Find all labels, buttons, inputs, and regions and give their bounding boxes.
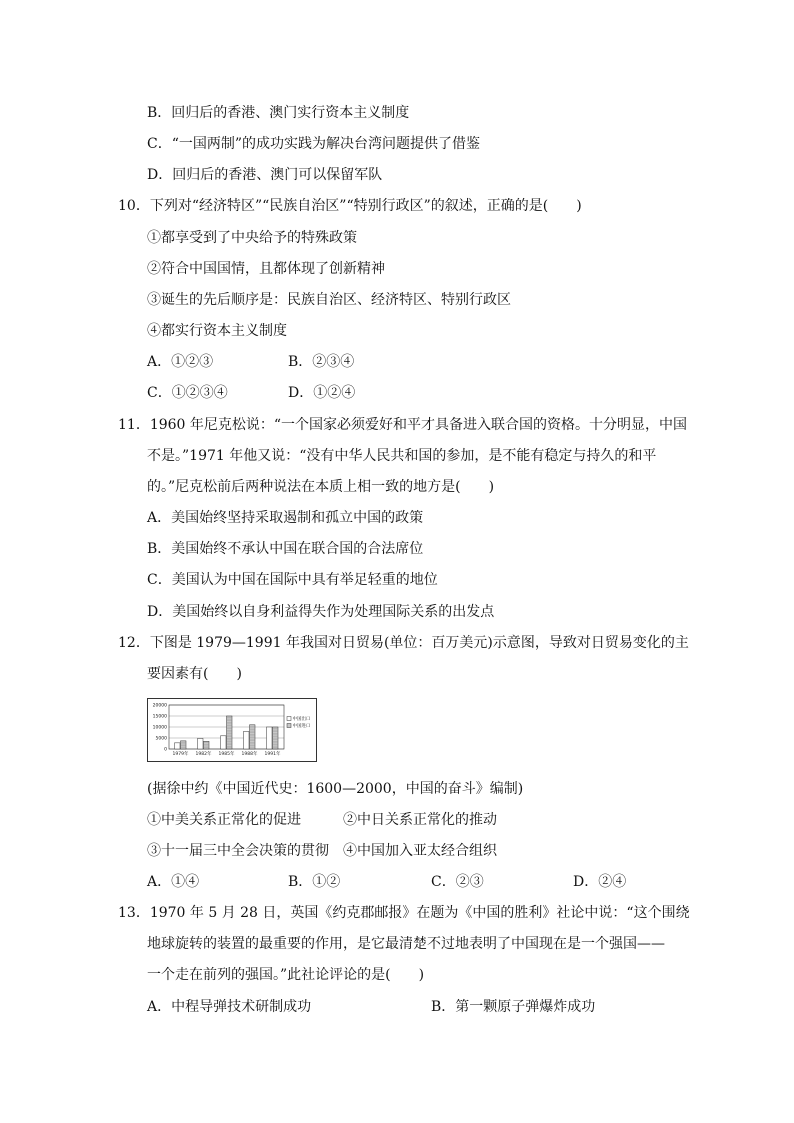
y-tick-label: 0: [164, 747, 167, 753]
bar-export: [175, 743, 181, 749]
legend-label: 中国进口: [292, 724, 311, 729]
trade-bar-chart: [147, 698, 317, 762]
q11-option-a: A．美国始终坚持采取遏制和孤立中国的政策: [147, 510, 424, 526]
y-tick-label: 5000: [155, 736, 167, 742]
bar-import: [227, 716, 233, 749]
bar-export: [198, 738, 204, 749]
y-tick-label: 10000: [152, 725, 167, 731]
q11-stem-line-3: 的。”尼克松前后两种说法在本质上相一致的地方是( ): [147, 479, 495, 495]
q13-option-a: A．中程导弹技术研制成功: [147, 999, 312, 1015]
q13-stem-line-3: 一个走在前列的强国。”此社论评论的是( ): [147, 967, 425, 983]
q12-item-4: ④中国加入亚太经合组织: [343, 843, 497, 859]
x-tick-label: 1982年: [195, 752, 212, 757]
q12-option-b: B．①②: [288, 874, 341, 890]
q10-option-a: A．①②③: [147, 354, 214, 370]
legend-swatch: [287, 717, 291, 721]
q10-option-d: D．①②④: [288, 385, 356, 401]
bar-import: [181, 741, 187, 749]
q12-option-d: D．②④: [573, 874, 627, 890]
legend-label: 中国出口: [292, 717, 311, 722]
bar-export: [244, 731, 250, 749]
q10-item-1: ①都享受到了中央给予的特殊政策: [147, 230, 357, 246]
q13-stem-line-1: 13．1970 年 5 月 28 日，英国《约克郡邮报》在题为《中国的胜利》社论中说：“这个围绕: [118, 905, 690, 921]
q10-item-2: ②符合中国国情，且都体现了创新精神: [147, 261, 385, 277]
q12-stem-line-2: 要因素有( ): [147, 666, 242, 682]
q11-option-d: D．美国始终以自身利益得失作为处理国际关系的出发点: [147, 604, 495, 620]
q12-item-1: ①中美关系正常化的促进: [147, 812, 301, 828]
bar-export: [267, 727, 273, 749]
q12-item-3: ③十一届三中全会决策的贯彻: [147, 843, 329, 859]
x-tick-label: 1985年: [218, 752, 235, 757]
q10-item-3: ③诞生的先后顺序是：民族自治区、经济特区、特别行政区: [147, 292, 511, 308]
y-tick-label: 15000: [152, 714, 167, 720]
q10-item-4: ④都实行资本主义制度: [147, 323, 287, 339]
q12-item-2: ②中日关系正常化的推动: [343, 812, 497, 828]
q12-option-c: C．②③: [431, 874, 484, 890]
q11-option-b: B．美国始终不承认中国在联合国的合法席位: [147, 541, 424, 557]
q11-stem-line-2: 不是。”1971 年他又说：“没有中华人民共和国的参加，是不能有稳定与持久的和平: [147, 448, 657, 464]
q12-stem-line-1: 12．下图是 1979—1991 年我国对日贸易(单位：百万美元)示意图，导致对日贸易变化的主: [118, 635, 689, 651]
q11-stem-line-1: 11．1960 年尼克松说：“一个国家必须爱好和平才具备进入联合国的资格。十分明显，中国: [118, 417, 688, 433]
q12-source: (据徐中约《中国近代史：1600—2000，中国的奋斗》编制): [147, 781, 524, 797]
q10-option-b: B．②③④: [288, 354, 355, 370]
q12-option-a: A．①④: [147, 874, 200, 890]
option-b-prev: B．回归后的香港、澳门实行资本主义制度: [147, 105, 410, 121]
y-tick-label: 20000: [152, 703, 167, 709]
q10-option-c: C．①②③④: [147, 385, 228, 401]
legend-swatch: [287, 724, 291, 728]
q13-stem-line-2: 地球旋转的装置的最重要的作用，是它最清楚不过地表明了中国现在是一个强国——: [147, 936, 665, 952]
option-c-prev: C．“一国两制”的成功实践为解决台湾问题提供了借鉴: [147, 136, 481, 152]
x-tick-label: 1979年: [172, 752, 189, 757]
q10-stem: 10．下列对“经济特区”“民族自治区”“特别行政区”的叙述，正确的是( ): [118, 198, 582, 214]
bar-import: [204, 741, 210, 749]
x-tick-label: 1991年: [264, 752, 281, 757]
x-tick-label: 1988年: [241, 752, 258, 757]
option-d-prev: D．回归后的香港、澳门可以保留军队: [147, 167, 383, 183]
bar-export: [221, 736, 227, 749]
q13-option-b: B．第一颗原子弹爆炸成功: [431, 999, 596, 1015]
q11-option-c: C．美国认为中国在国际中具有举足轻重的地位: [147, 572, 438, 588]
